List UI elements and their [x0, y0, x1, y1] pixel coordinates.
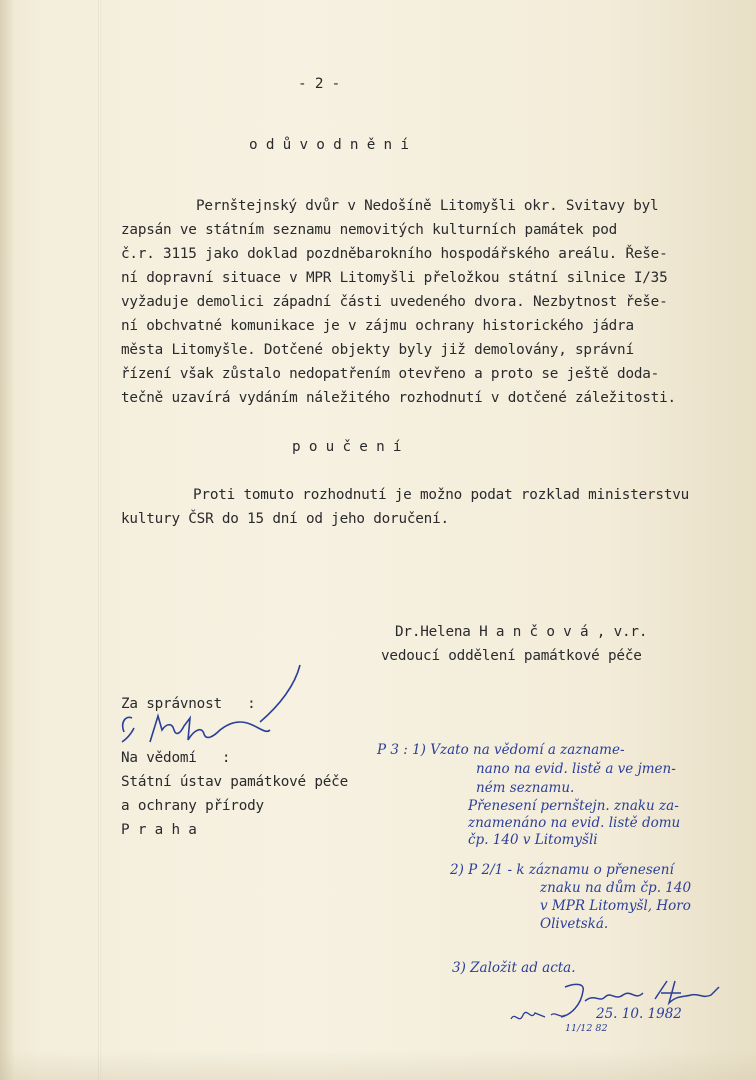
paper-fold [98, 0, 101, 1080]
justification-line-9: tečně uzavírá vydáním náležitého rozhodnutí v dotčené záležitosti. [121, 390, 676, 406]
handnote-2-line-3: v MPR Litomyšl, Horo [540, 898, 691, 914]
justification-line-4: ní dopravní situace v MPR Litomyšli přeložkou státní silnice I/35 [121, 270, 668, 286]
handnote-2-line-1: 2) P 2/1 - k záznamu o přenesení [450, 862, 674, 878]
justification-line-1: Pernštejnský dvůr v Nedošíně Litomyšli okr. Svitavy byl [196, 198, 659, 214]
page-bottom-shadow [0, 1050, 756, 1080]
justification-heading: o d ů v o d n ě n í [249, 137, 409, 153]
justification-line-2: zapsán ve státním seznamu nemovitých kulturních památek pod [121, 222, 618, 238]
distribution-line-3: P r a h a [121, 822, 197, 838]
handnote-1-line-2: nano na evid. listě a ve jmen- [476, 761, 676, 777]
justification-line-7: města Litomyšle. Dotčené objekty byly již demolovány, správní [121, 342, 634, 358]
handnote-date-sub: 11/12 82 [565, 1023, 608, 1034]
instruction-line-2: kultury ČSR do 15 dní od jeho doručení. [121, 511, 449, 527]
handnote-3: 3) Založit ad acta. [452, 960, 576, 976]
handnote-1-line-4: Přenesení pernštejn. znaku za- [468, 798, 679, 814]
distribution-label: Na vědomí : [121, 750, 231, 766]
handnote-2-line-2: znaku na dům čp. 140 [540, 880, 692, 896]
justification-line-5: vyžaduje demolici západní části uvedeného dvora. Nezbytnost řeše- [121, 294, 668, 310]
handnote-2-line-4: Olivetská. [540, 916, 609, 932]
handnote-1-line-1: P 3 : 1) Vzato na vědomí a zazname- [377, 742, 625, 758]
justification-line-8: řízení však zůstalo nedopatřením otevřeno a proto se ještě doda- [121, 366, 660, 382]
page-number: - 2 - [298, 76, 341, 92]
correctness-label: Za správnost : [121, 696, 256, 712]
signatory-name: Dr.Helena H a n č o v á , v.r. [395, 624, 648, 640]
instruction-line-1: Proti tomuto rozhodnutí je možno podat rozklad ministerstvu [193, 487, 690, 503]
distribution-line-1: Státní ústav památkové péče [121, 774, 349, 790]
handnote-1-line-5: znamenáno na evid. listě domu [468, 815, 681, 831]
paper-edge [0, 0, 14, 1080]
justification-line-6: ní obchvatné komunikace je v zájmu ochrany historického jádra [121, 318, 634, 334]
handnote-date: 25. 10. 1982 [596, 1006, 682, 1022]
distribution-line-2: a ochrany přírody [121, 798, 264, 814]
signature-correctness [110, 660, 310, 750]
signatory-title: vedoucí oddělení památkové péče [381, 648, 642, 664]
justification-line-3: č.r. 3115 jako doklad pozdněbarokního hospodářského areálu. Řeše- [121, 246, 668, 262]
handnote-1-line-3: ném seznamu. [476, 780, 575, 796]
handnote-1-line-6: čp. 140 v Litomyšli [468, 832, 598, 848]
instruction-heading: p o u č e n í [292, 439, 402, 455]
